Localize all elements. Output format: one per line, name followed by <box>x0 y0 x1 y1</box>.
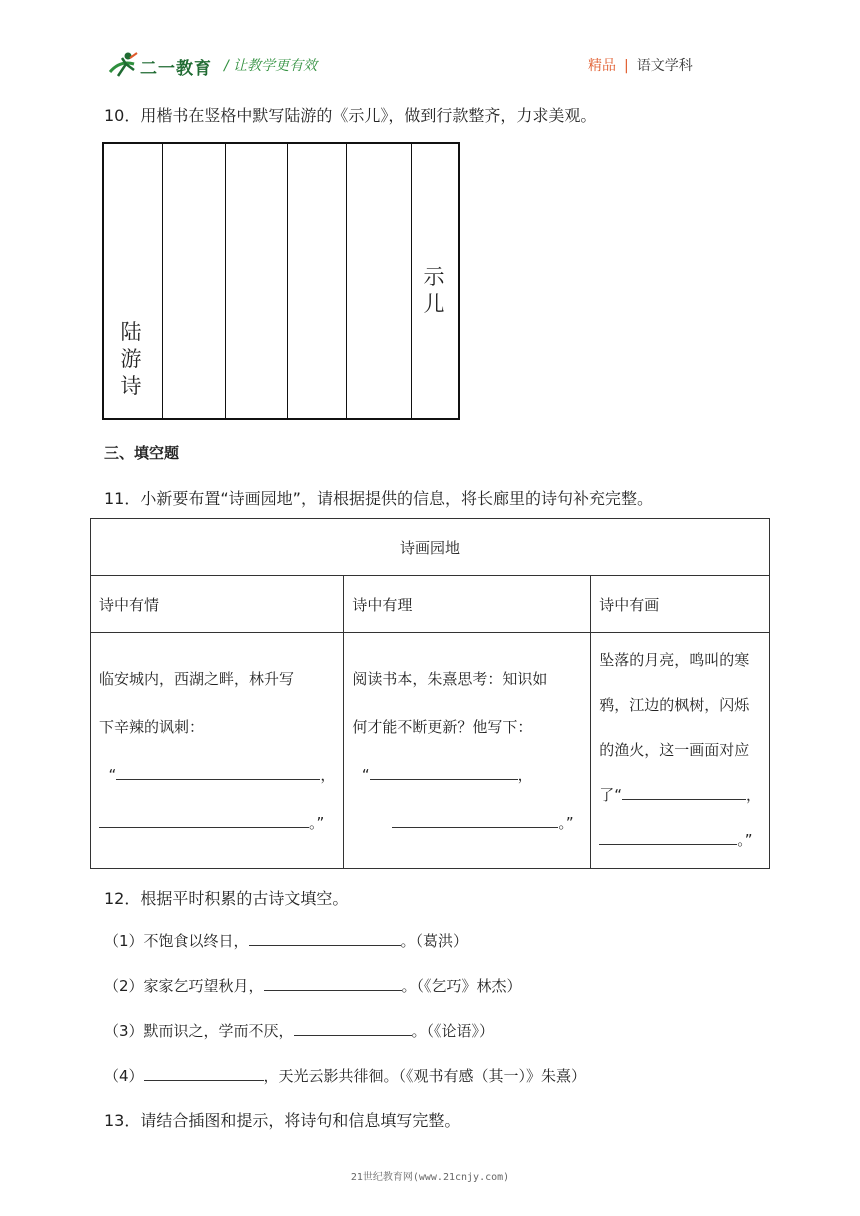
cell-line: 下辛辣的讽刺： <box>99 717 205 736</box>
cell-line <box>99 751 335 799</box>
question-13: 13．请结合插图和提示，将诗句和信息填写完整。 <box>104 1111 461 1130</box>
item-prefix: （1）不饱食以终日， <box>104 932 249 950</box>
header-right <box>588 55 693 75</box>
fill-item-3 <box>104 1020 494 1041</box>
cell-line <box>599 773 761 818</box>
quote-close: 。” <box>558 813 574 832</box>
answer-blank[interactable] <box>99 813 309 828</box>
fill-item-4 <box>104 1065 586 1086</box>
item-suffix: ，天光云影共徘徊。（《观书有感（其一）》朱熹） <box>263 1067 587 1085</box>
answer-blank[interactable] <box>264 976 402 991</box>
cell-line <box>599 818 761 863</box>
cell-line: 何才能不断更新？他写下： <box>352 717 533 736</box>
author-char: 陆 <box>120 320 142 344</box>
logo-text: 二一教育 <box>140 59 212 79</box>
item-prefix: （2）家家乞巧望秋月， <box>104 977 264 995</box>
cell-line <box>352 799 582 847</box>
grid-author <box>119 319 143 400</box>
fill-item-2 <box>104 975 522 996</box>
grid-divider <box>225 144 226 418</box>
item-suffix: 。（《乞巧》林杰） <box>401 977 522 995</box>
answer-blank[interactable] <box>144 1066 264 1081</box>
title-char: 儿 <box>423 292 445 316</box>
item-suffix: 。（葛洪） <box>400 932 469 950</box>
grid-poem-title <box>422 264 446 318</box>
cell-line <box>352 751 582 799</box>
quote-close: 。” <box>737 831 753 849</box>
item-prefix: （3）默而识之，学而不厌， <box>104 1022 294 1040</box>
author-char: 诗 <box>120 374 142 398</box>
writing-grid <box>102 142 460 420</box>
footer: 21世纪教育网(www.21cnjy.com) <box>350 1172 510 1183</box>
item-prefix: （4） <box>104 1067 144 1085</box>
quote-close: 。” <box>309 813 325 832</box>
table-header: 诗中有情 <box>91 576 344 633</box>
cell-line: 的渔火，这一画面对应 <box>599 741 750 759</box>
cell-picture <box>591 633 770 869</box>
question-11: 11．小新要布置“诗画园地”，请根据提供的信息，将长廊里的诗句补充完整。 <box>104 489 653 508</box>
question-10: 10．用楷书在竖格中默写陆游的《示儿》，做到行款整齐，力求美观。 <box>104 106 597 125</box>
poem-table <box>90 518 770 869</box>
table-title: 诗画园地 <box>91 519 770 576</box>
punct: ， <box>745 786 761 804</box>
table-header: 诗中有理 <box>344 576 591 633</box>
quality-label: 精品 <box>588 58 616 74</box>
cell-line: 坠落的月亮，鸣叫的寒 <box>599 651 750 669</box>
fill-item-1 <box>104 930 468 951</box>
cell-reason <box>344 633 591 869</box>
grid-divider <box>346 144 347 418</box>
author-char: 游 <box>120 347 142 371</box>
question-12: 12．根据平时积累的古诗文填空。 <box>104 889 349 908</box>
answer-blank[interactable] <box>370 765 518 780</box>
grid-divider <box>162 144 163 418</box>
title-char: 示 <box>423 265 445 289</box>
punct: ， <box>320 765 336 784</box>
answer-blank[interactable] <box>249 931 401 946</box>
grid-divider <box>411 144 412 418</box>
table-header: 诗中有画 <box>591 576 770 633</box>
section-title: 三、填空题 <box>104 444 180 462</box>
quote-open: “ <box>108 765 117 784</box>
cell-line: 鸦，江边的枫树，闪烁 <box>599 696 750 714</box>
answer-blank[interactable] <box>599 830 737 845</box>
subject-label: 语文学科 <box>636 58 693 74</box>
quote-open: 了“ <box>599 786 622 804</box>
cell-emotion <box>91 633 344 869</box>
cell-line: 临安城内，西湖之畔，林升写 <box>99 669 295 688</box>
answer-blank[interactable] <box>116 765 320 780</box>
header-separator: | <box>624 58 629 74</box>
item-suffix: 。（《论语》） <box>411 1022 495 1040</box>
grid-divider <box>287 144 288 418</box>
cell-line: 阅读书本，朱熹思考：知识如 <box>352 669 548 688</box>
answer-blank[interactable] <box>294 1021 412 1036</box>
cell-line <box>99 799 335 847</box>
answer-blank[interactable] <box>622 785 746 800</box>
quote-open: “ <box>361 765 370 784</box>
answer-blank[interactable] <box>392 813 558 828</box>
slogan: / 让教学更有效 <box>224 58 318 74</box>
punct: ， <box>517 765 533 784</box>
